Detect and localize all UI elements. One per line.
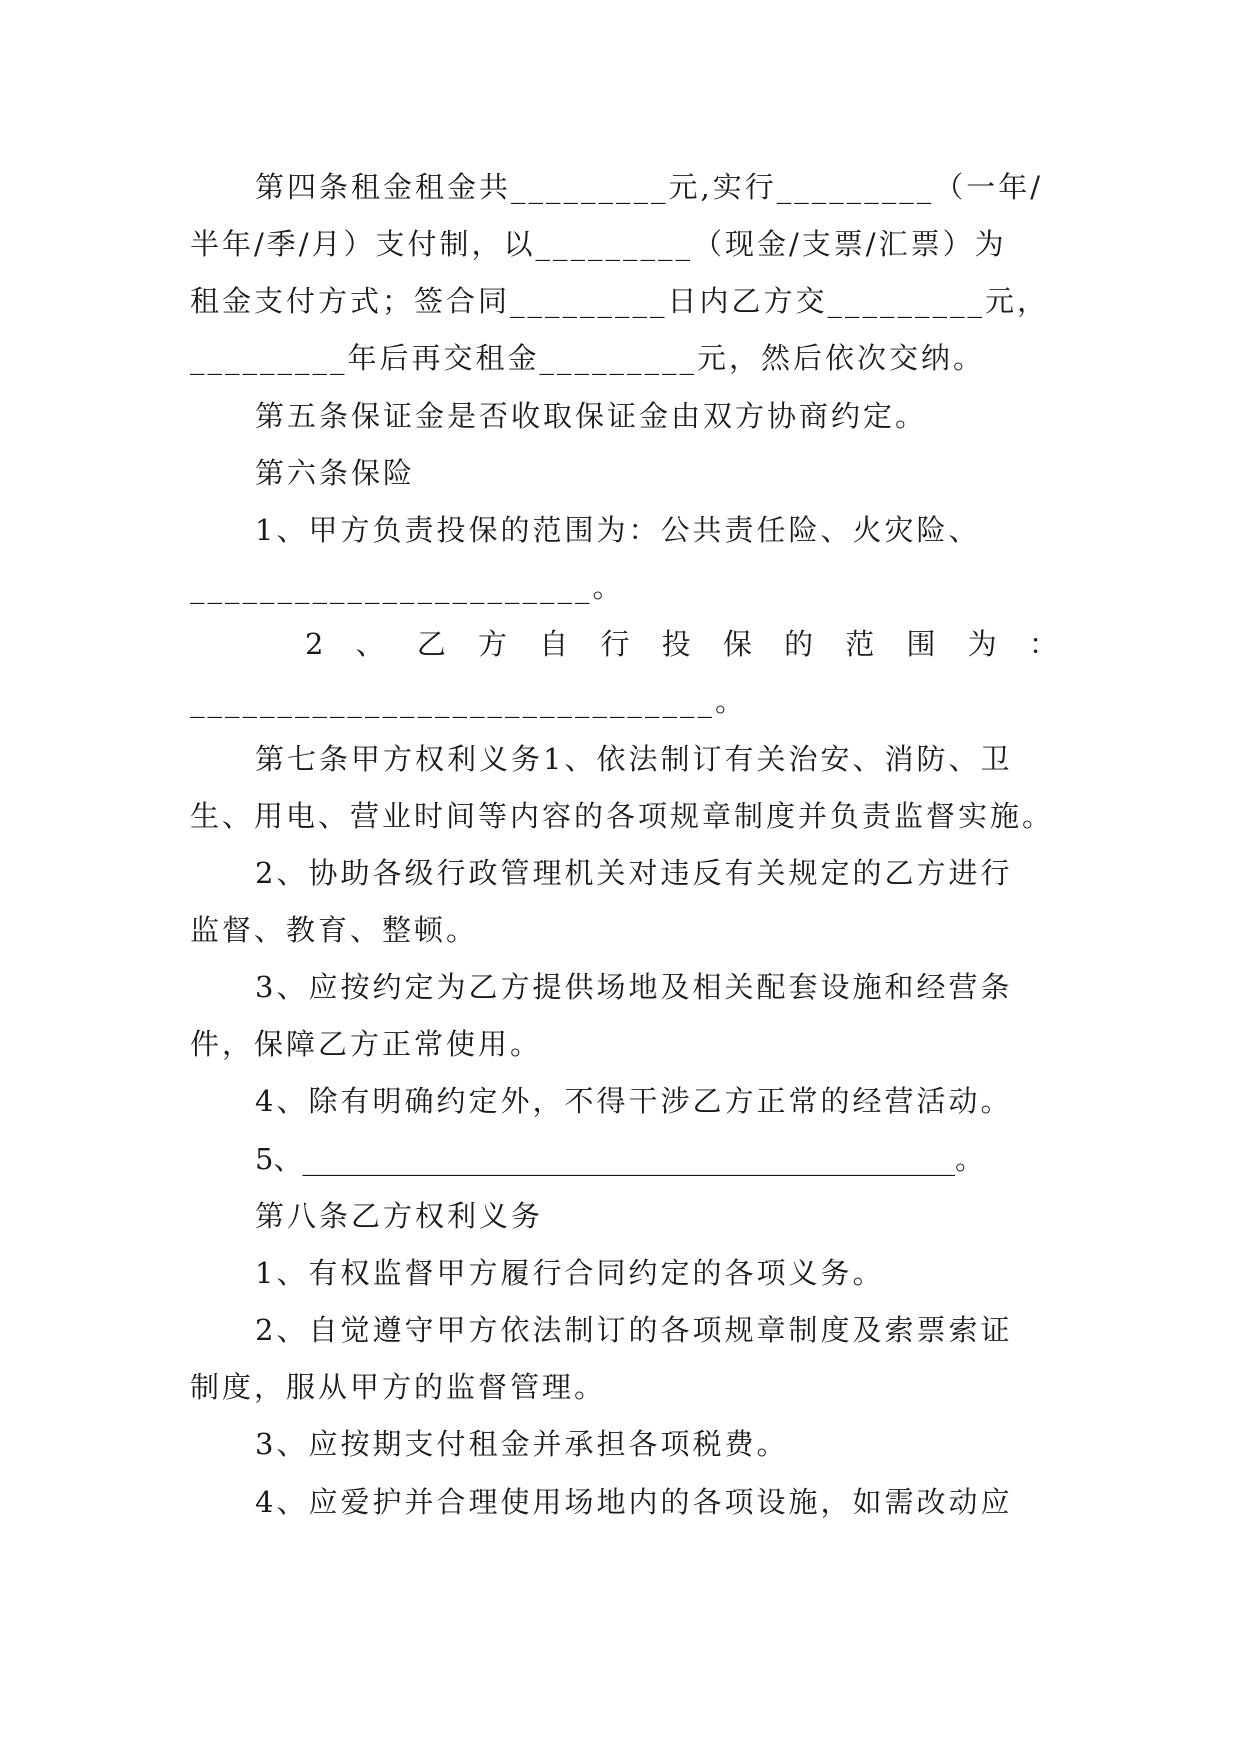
text-char: 自 (539, 627, 569, 661)
text-line: 1、甲方负责投保的范围为：公共责任险、火灾险、 (255, 513, 981, 547)
text-line: 4、除有明确约定外，不得干涉乙方正常的经营活动。 (255, 1084, 1013, 1118)
text-char: 2 (305, 627, 324, 661)
text-line: 2、协助各级行政管理机关对违反有关规定的乙方进行 (255, 856, 1013, 890)
text-line: 第六条保险 (255, 456, 416, 490)
text-line: 制度，服从甲方的监督管理。 (190, 1370, 607, 1404)
text-line: 4、应爱护并合理使用场地内的各项设施，如需改动应 (255, 1485, 1013, 1519)
text-char: 保 (722, 627, 752, 661)
text-line: 3、应按约定为乙方提供场地及相关配套设施和经营条 (255, 970, 1013, 1004)
text-line: 租金支付方式；签合同_________日内乙方交_________元， (190, 284, 1050, 318)
text-line: _______________________。 (190, 570, 625, 604)
text-char: 的 (784, 627, 814, 661)
text-char: 方 (478, 627, 508, 661)
text-line: _________年后再交租金_________元，然后依次交纳。 (190, 341, 986, 375)
text-line: 第七条甲方权利义务1、依法制订有关治安、消防、卫 (255, 742, 1013, 776)
text-line: 监督、教育、整顿。 (190, 913, 479, 947)
text-char: 范 (845, 627, 875, 661)
text-char: 行 (600, 627, 630, 661)
text-char: 围 (906, 627, 936, 661)
text-line: 2、自觉遵守甲方依法制订的各项规章制度及索票索证 (255, 1313, 1013, 1347)
justified-line (305, 617, 1058, 671)
text-line: 半年/季/月）支付制，以_________（现金/支票/汇票）为 (190, 227, 1007, 261)
text-char: ： (1028, 627, 1058, 661)
text-char: 为 (967, 627, 997, 661)
text-line: 1、有权监督甲方履行合同约定的各项义务。 (255, 1256, 885, 1290)
text-line: 生、用电、营业时间等内容的各项规章制度并负责监督实施。 (190, 799, 1055, 833)
text-line: 5、_____________________________________________。 (255, 1142, 984, 1176)
text-line: 件，保障乙方正常使用。 (190, 1027, 543, 1061)
text-line: 第四条租金租金共_________元,实行_________（一年/ (255, 170, 1043, 204)
text-line: 第八条乙方权利义务 (255, 1199, 544, 1233)
text-char: 、 (355, 627, 385, 661)
text-char: 乙 (416, 627, 446, 661)
text-line: 第五条保证金是否收取保证金由双方协商约定。 (255, 399, 928, 433)
text-line: ______________________________。 (190, 684, 748, 718)
text-line: 3、应按期支付租金并承担各项税费。 (255, 1427, 789, 1461)
text-char: 投 (661, 627, 691, 661)
